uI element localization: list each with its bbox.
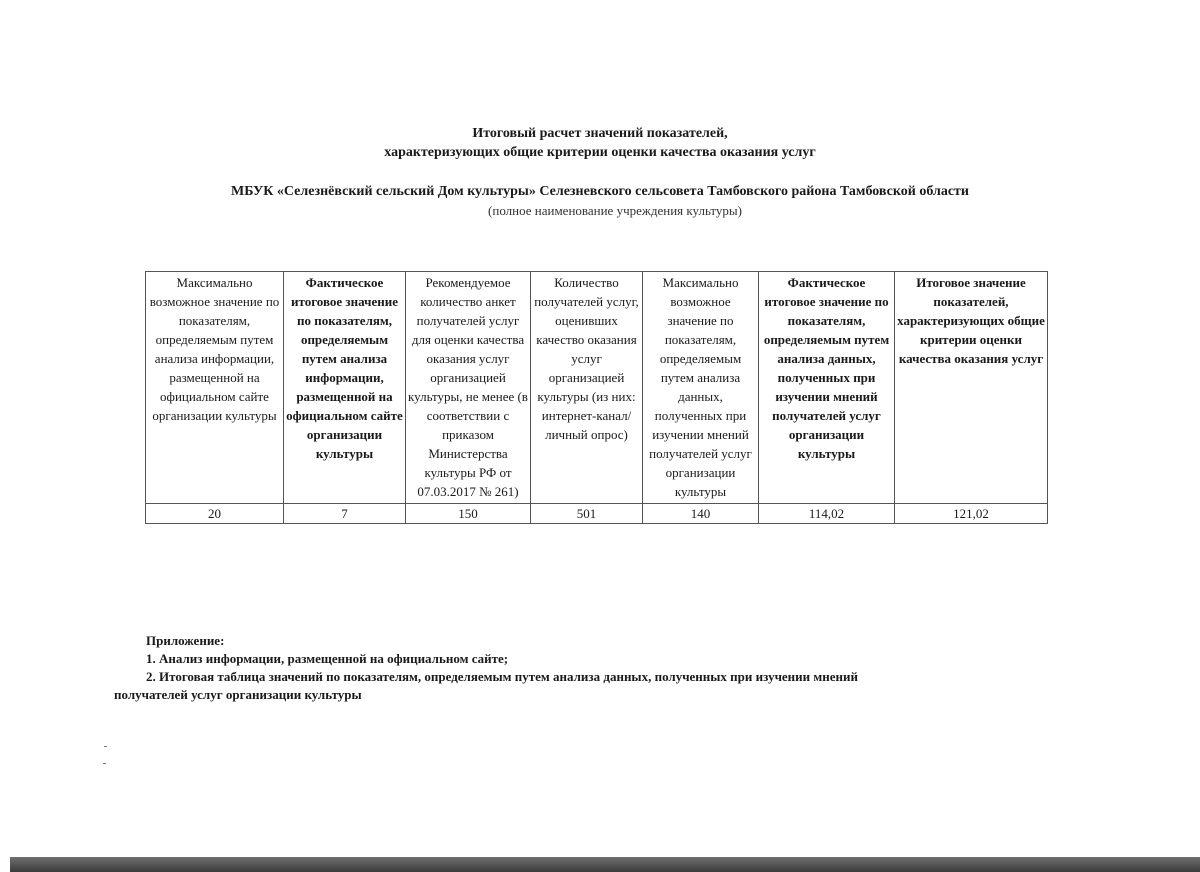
header-cell: Фактическое итоговое значение по показателям, определяемым путем анализа данных, полученных при изучении мнений получателей услуг организации культуры [759, 272, 895, 504]
value-cell: 121,02 [895, 504, 1048, 524]
scan-speck [104, 746, 107, 747]
header-cell: Итоговое значение показателей, характеризующих общие критерии оценки качества оказания услуг [895, 272, 1048, 504]
header-cell: Максимально возможное значение по показателям, определяемым путем анализа данных, полученных при изучении мнений получателей услуг организации культуры [643, 272, 759, 504]
indicators-table [145, 271, 1048, 524]
header-cell: Максимально возможное значение по показателям, определяемым путем анализа информации, размещенной на официальном сайте организации культуры [146, 272, 284, 504]
title-line-1: Итоговый расчет значений показателей, [472, 126, 728, 141]
document-title [0, 124, 1200, 162]
value-cell: 114,02 [759, 504, 895, 524]
table-values-row [146, 504, 1048, 524]
table-header-row [146, 272, 1048, 504]
header-cell: Количество получателей услуг, оценивших качество оказания услуг организацией культуры (из них: интернет-канал/ личный опрос) [531, 272, 643, 504]
header-cell: Рекомендуемое количество анкет получателей услуг для оценки качества оказания услуг организацией культуры, не менее (в соответствии с приказом Министерства культуры РФ от 07.03.2017 № 261) [406, 272, 531, 504]
value-cell: 20 [146, 504, 284, 524]
appendix-item-2: 2. Итоговая таблица значений по показателям, определяемым путем анализа данных, полученных при изучении мнений [146, 669, 858, 684]
appendix-item-2-continued: получателей услуг организации культуры [114, 687, 362, 702]
organization-caption [0, 202, 1200, 220]
header-cell: Фактическое итоговое значение по показателям, определяемым путем анализа информации, размещенной на официальном сайте организации культуры [284, 272, 406, 504]
appendix-heading: Приложение: [146, 633, 225, 648]
value-cell: 7 [284, 504, 406, 524]
scanner-edge-shadow [10, 857, 1200, 872]
appendix-item-1: 1. Анализ информации, размещенной на официальном сайте; [146, 651, 509, 666]
title-line-2: характеризующих общие критерии оценки качества оказания услуг [384, 145, 816, 160]
value-cell: 501 [531, 504, 643, 524]
value-cell: 140 [643, 504, 759, 524]
organization-name: МБУК «Селезнёвский сельский Дом культуры» Селезневского сельсовета Тамбовского района Тамбовской области [231, 184, 969, 199]
value-cell: 150 [406, 504, 531, 524]
scan-speck [103, 763, 106, 764]
organization-caption-text: (полное наименование учреждения культуры) [488, 203, 742, 218]
